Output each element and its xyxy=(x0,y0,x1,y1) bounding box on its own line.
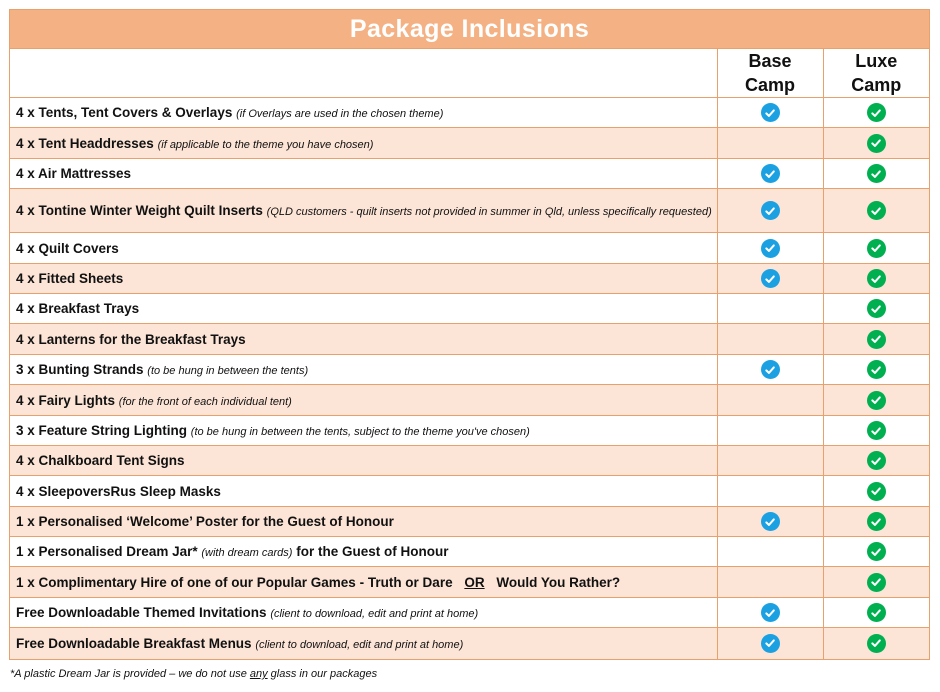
luxe-camp-cell xyxy=(823,537,929,567)
luxe-camp-header xyxy=(823,49,929,98)
check-circle-icon xyxy=(867,269,886,288)
item-cell xyxy=(10,233,717,264)
check-circle-icon xyxy=(761,103,780,122)
item-cell xyxy=(10,98,717,128)
item-label: 4 x Fitted Sheets xyxy=(16,271,124,286)
base-camp-cell xyxy=(717,355,823,385)
check-circle-icon xyxy=(761,512,780,531)
item-label: 4 x SleepoversRus Sleep Masks xyxy=(16,483,221,499)
luxe-camp-cell xyxy=(823,264,929,294)
luxe-camp-cell xyxy=(823,507,929,537)
base-camp-cell xyxy=(717,159,823,189)
check-circle-icon xyxy=(761,164,780,183)
check-circle-icon xyxy=(761,239,780,258)
luxe-camp-cell xyxy=(823,385,929,416)
check-circle-icon xyxy=(867,239,886,258)
table-row xyxy=(10,416,929,446)
luxe-camp-cell xyxy=(823,189,929,233)
item-column-header xyxy=(10,49,717,98)
table-row xyxy=(10,98,929,128)
footnote-text-end: glass in our packages xyxy=(267,668,378,680)
footnote-emphasis: any xyxy=(249,668,268,680)
luxe-camp-cell xyxy=(823,159,929,189)
check-circle-icon xyxy=(761,201,780,220)
item-label-tail: Would You Rather? xyxy=(496,574,621,590)
check-circle-icon xyxy=(867,391,886,410)
item-label: 4 x Air Mattresses xyxy=(16,166,132,181)
item-cell xyxy=(10,567,717,598)
table-row xyxy=(10,446,929,476)
item-cell xyxy=(10,294,717,324)
base-camp-cell xyxy=(717,233,823,264)
item-note: (client to download, edit and print at home) xyxy=(270,608,479,620)
table-row xyxy=(10,233,929,264)
luxe-camp-header-line1: Luxe xyxy=(855,51,898,71)
item-cell xyxy=(10,416,717,446)
item-label: 4 x Chalkboard Tent Signs xyxy=(16,453,185,468)
check-circle-icon xyxy=(867,360,886,379)
base-camp-cell xyxy=(717,507,823,537)
luxe-camp-cell xyxy=(823,416,929,446)
item-cell xyxy=(10,189,717,233)
table-row xyxy=(10,294,929,324)
base-camp-cell xyxy=(717,294,823,324)
base-camp-cell xyxy=(717,598,823,628)
item-cell xyxy=(10,128,717,159)
check-circle-icon xyxy=(867,451,886,470)
table-row xyxy=(10,355,929,385)
check-circle-icon xyxy=(761,634,780,653)
item-label: 4 x Quilt Covers xyxy=(16,240,119,256)
table-row xyxy=(10,264,929,294)
item-label: 4 x Fairy Lights xyxy=(16,392,116,408)
base-camp-cell xyxy=(717,446,823,476)
item-note: (if Overlays are used in the chosen theme) xyxy=(236,108,444,120)
base-camp-header-line1: Base xyxy=(748,51,792,71)
check-circle-icon xyxy=(867,603,886,622)
inclusions-grid xyxy=(10,49,929,659)
table-row xyxy=(10,537,929,567)
base-camp-cell xyxy=(717,628,823,659)
table-row xyxy=(10,598,929,628)
table-row xyxy=(10,189,929,233)
luxe-camp-cell xyxy=(823,324,929,355)
check-circle-icon xyxy=(867,299,886,318)
package-inclusions-table xyxy=(9,9,930,660)
base-camp-cell xyxy=(717,476,823,507)
footnote xyxy=(10,668,377,680)
luxe-camp-cell xyxy=(823,476,929,507)
item-label: 1 x Complimentary Hire of one of our Popular Games - Truth or Dare xyxy=(16,574,453,590)
luxe-camp-cell xyxy=(823,567,929,598)
footnote-text: *A plastic Dream Jar is provided – we do not use xyxy=(10,668,250,680)
item-label: Free Downloadable Breakfast Menus xyxy=(16,635,252,651)
item-label: Free Downloadable Themed Invitations xyxy=(16,605,267,620)
item-note: (to be hung in between the tents) xyxy=(147,365,309,377)
base-camp-cell xyxy=(717,537,823,567)
luxe-camp-header-line2: Camp xyxy=(851,75,902,95)
base-camp-header xyxy=(717,49,823,98)
item-note: (if applicable to the theme you have chosen) xyxy=(157,138,374,151)
base-camp-cell xyxy=(717,189,823,233)
check-circle-icon xyxy=(867,573,886,592)
luxe-camp-cell xyxy=(823,128,929,159)
check-circle-icon xyxy=(867,512,886,531)
base-camp-cell xyxy=(717,98,823,128)
check-circle-icon xyxy=(867,421,886,440)
item-cell xyxy=(10,537,717,567)
item-label-tail: for the Guest of Honour xyxy=(296,544,449,559)
luxe-camp-cell xyxy=(823,628,929,659)
check-circle-icon xyxy=(761,360,780,379)
item-cell xyxy=(10,628,717,659)
item-note: (with dream cards) xyxy=(201,547,293,559)
table-row xyxy=(10,628,929,659)
item-label: 3 x Bunting Strands xyxy=(16,362,144,377)
item-cell xyxy=(10,159,717,189)
check-circle-icon xyxy=(867,201,886,220)
luxe-camp-cell xyxy=(823,355,929,385)
item-note: (QLD customers - quilt inserts not provided in summer in Qld, unless specifically requested) xyxy=(266,206,712,218)
item-cell xyxy=(10,385,717,416)
item-note: (client to download, edit and print at home) xyxy=(255,638,464,651)
item-cell xyxy=(10,324,717,355)
item-label: 4 x Breakfast Trays xyxy=(16,301,140,316)
base-camp-cell xyxy=(717,385,823,416)
base-camp-header-line2: Camp xyxy=(744,75,795,95)
table-title: Package Inclusions xyxy=(10,10,929,49)
luxe-camp-cell xyxy=(823,233,929,264)
check-circle-icon xyxy=(867,542,886,561)
check-circle-icon xyxy=(867,164,886,183)
luxe-camp-cell xyxy=(823,98,929,128)
item-note: (to be hung in between the tents, subject to the theme you've chosen) xyxy=(190,426,530,438)
item-label: 1 x Personalised ‘Welcome’ Poster for the Guest of Honour xyxy=(16,514,394,529)
item-note: (for the front of each individual tent) xyxy=(118,395,292,408)
item-label: 1 x Personalised Dream Jar* xyxy=(16,544,198,559)
base-camp-cell xyxy=(717,264,823,294)
check-circle-icon xyxy=(867,482,886,501)
table-row xyxy=(10,324,929,355)
check-circle-icon xyxy=(867,134,886,153)
base-camp-cell xyxy=(717,324,823,355)
item-cell xyxy=(10,598,717,628)
check-circle-icon xyxy=(867,330,886,349)
item-cell xyxy=(10,476,717,507)
item-or-word: OR xyxy=(464,574,485,590)
column-header-row xyxy=(10,49,929,98)
luxe-camp-cell xyxy=(823,598,929,628)
check-circle-icon xyxy=(761,269,780,288)
table-row xyxy=(10,128,929,159)
table-row xyxy=(10,567,929,598)
item-cell xyxy=(10,355,717,385)
check-circle-icon xyxy=(867,634,886,653)
item-label: 4 x Lanterns for the Breakfast Trays xyxy=(16,331,246,347)
item-label: 4 x Tent Headdresses xyxy=(16,135,154,151)
check-circle-icon xyxy=(867,103,886,122)
table-row xyxy=(10,476,929,507)
base-camp-cell xyxy=(717,128,823,159)
item-label: 3 x Feature String Lighting xyxy=(16,423,188,438)
check-circle-icon xyxy=(761,603,780,622)
table-row xyxy=(10,507,929,537)
item-label: 4 x Tontine Winter Weight Quilt Inserts xyxy=(16,203,263,218)
base-camp-cell xyxy=(717,416,823,446)
table-row xyxy=(10,385,929,416)
table-row xyxy=(10,159,929,189)
base-camp-cell xyxy=(717,567,823,598)
item-cell xyxy=(10,507,717,537)
luxe-camp-cell xyxy=(823,446,929,476)
item-cell xyxy=(10,264,717,294)
item-label: 4 x Tents, Tent Covers & Overlays xyxy=(16,105,233,120)
item-cell xyxy=(10,446,717,476)
luxe-camp-cell xyxy=(823,294,929,324)
